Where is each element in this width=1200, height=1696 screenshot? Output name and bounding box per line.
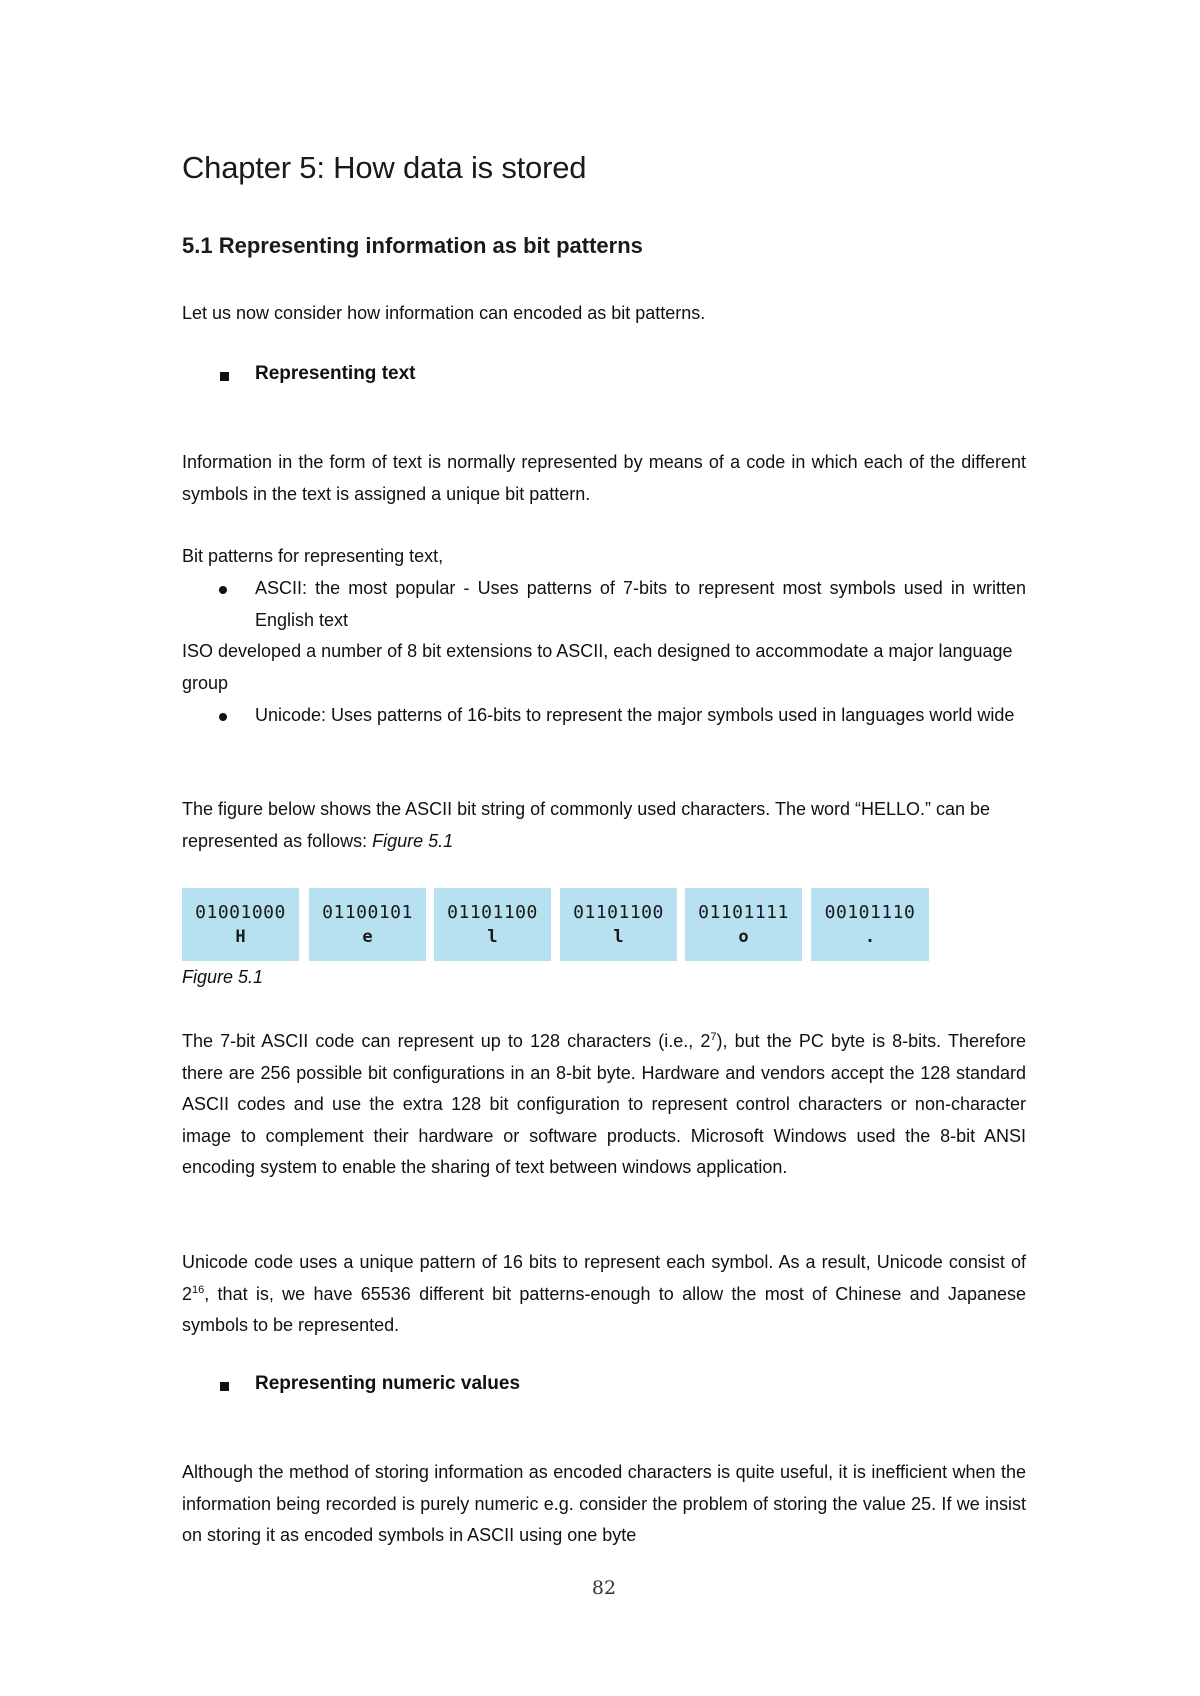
cell-bits: 01100101 <box>322 902 413 923</box>
cell-bits: 01101111 <box>698 902 789 923</box>
bullet-ascii: ASCII: the most popular - Uses patterns of 7-bits to represent most symbols used in written English text <box>255 578 1026 630</box>
cell-char: H <box>235 927 246 947</box>
figure-cell <box>560 888 677 961</box>
iso-paragraph: ISO developed a number of 8 bit extensions to ASCII, each designed to accommodate a major language group <box>182 641 1013 693</box>
round-bullet-icon <box>219 713 227 721</box>
cell-bits: 00101110 <box>824 902 916 923</box>
cell-char: l <box>487 927 498 947</box>
cell-bits: 01001000 <box>195 902 286 923</box>
page-number: 82 <box>591 1577 617 1599</box>
figure-cell <box>182 888 299 961</box>
square-bullet-icon <box>220 1382 229 1391</box>
section-title: 5.1 Representing information as bit patterns <box>182 233 643 258</box>
ascii-figure <box>182 888 942 961</box>
numeric-paragraph: Although the method of storing information as encoded characters is quite useful, it is inefficient when the information being recorded is purely numeric e.g. consider the problem of storing the value 25. If we insist on storing it as encoded symbols in ASCII using one byte <box>182 1462 1026 1545</box>
unicode-text-part1: Unicode code uses a unique pattern of 16 bits to represent each symbol. As a result, Unicode consist of 2 <box>182 1252 1026 1304</box>
figure-caption: Figure 5.1 <box>182 967 264 987</box>
cell-char: l <box>613 927 624 947</box>
ascii-text-part2: ), but the PC byte is 8-bits. Therefore there are 256 possible bit configurations in an 8-bit byte. Hardware and vendors accept the 128 standard ASCII codes and use the extra 128 bit configuration to represent control characters or non-character image to complement their hardware or software products. Microsoft Windows used the 8-bit ANSI encoding system to enable the sharing of text between windows application. <box>182 1031 1026 1177</box>
bullet-unicode: Unicode: Uses patterns of 16-bits to represent the major symbols used in languages world wide <box>255 705 1015 725</box>
subheading-representing-text: Representing text <box>255 363 416 384</box>
figure-intro-text: The figure below shows the ASCII bit string of commonly used characters. The word “HELLO.” can be represented as follows: <box>182 799 991 851</box>
intro-paragraph: Let us now consider how information can encoded as bit patterns. <box>182 303 706 323</box>
ascii-paragraph <box>182 1026 1026 1184</box>
ascii-superscript: 7 <box>710 1031 717 1043</box>
bit-patterns-intro: Bit patterns for representing text, <box>182 546 444 566</box>
figure-intro-paragraph <box>182 794 1026 857</box>
unicode-text-part2: , that is, we have 65536 different bit patterns-enough to allow the most of Chinese and Japanese symbols to be represented. <box>182 1283 1026 1335</box>
cell-char: . <box>864 927 876 947</box>
figure-cell <box>434 888 551 961</box>
cell-bits: 01101100 <box>447 902 538 923</box>
ascii-text-part1: The 7-bit ASCII code can represent up to 128 characters (i.e., 2 <box>182 1031 711 1051</box>
figure-cell <box>685 888 802 961</box>
figure-reference: Figure 5.1 <box>372 830 454 851</box>
subheading-representing-numeric: Representing numeric values <box>255 1373 521 1394</box>
figure-cell <box>811 888 929 961</box>
unicode-paragraph <box>182 1247 1026 1342</box>
figure-cell <box>309 888 426 961</box>
cell-char: e <box>362 927 373 947</box>
square-bullet-icon <box>220 372 229 381</box>
text-paragraph: Information in the form of text is normally represented by means of a code in which each of the different symbols in the text is assigned a unique bit pattern. <box>182 452 1026 504</box>
cell-char: o <box>738 927 749 947</box>
round-bullet-icon <box>219 586 227 594</box>
chapter-title: Chapter 5: How data is stored <box>182 150 587 185</box>
cell-bits: 01101100 <box>573 902 664 923</box>
unicode-superscript: 16 <box>192 1283 205 1296</box>
